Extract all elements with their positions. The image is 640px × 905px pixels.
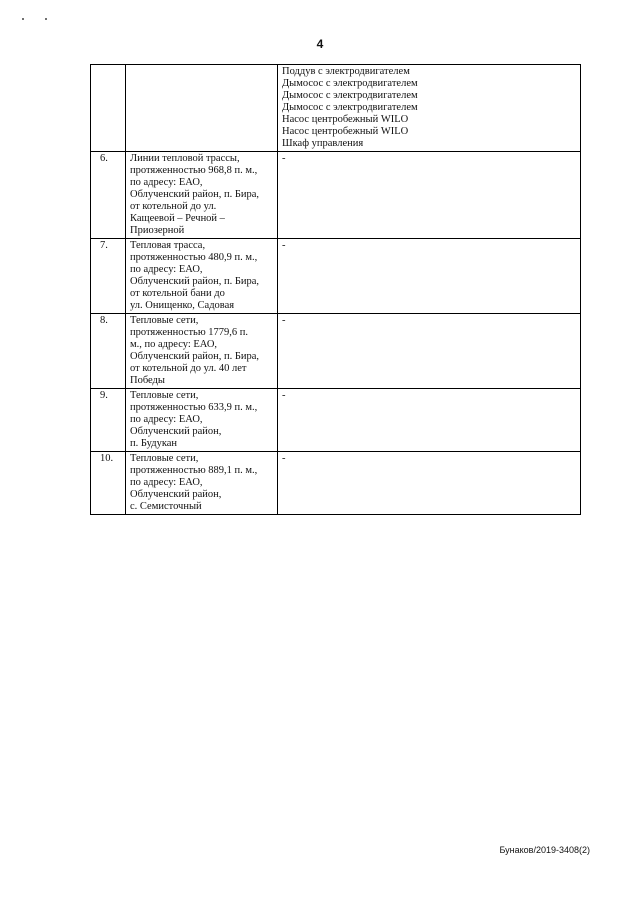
- equipment-cell: [278, 314, 581, 389]
- table-row: [91, 239, 581, 314]
- asset-name-line: протяженностью 968,8 п. м.,: [130, 165, 258, 176]
- asset-name-cell: [126, 314, 278, 389]
- table-row: [91, 314, 581, 389]
- asset-name-line: Облученский район, п. Бира,: [130, 189, 260, 200]
- asset-name-line: Облученский район, п. Бира,: [130, 351, 260, 362]
- asset-name-line: Приозерной: [130, 225, 185, 236]
- equipment-line: Насос центробежный WILO: [282, 114, 409, 125]
- asset-name-cell: [126, 65, 278, 152]
- equipment-cell: [278, 152, 581, 239]
- asset-name-line: протяженностью 1779,6 п.: [130, 327, 249, 338]
- row-number-cell: 8.: [91, 314, 126, 389]
- table-row: [91, 65, 581, 152]
- asset-name-line: Облученский район, п. Бира,: [130, 276, 260, 287]
- asset-name-line: Облученский район,: [130, 489, 222, 500]
- asset-name-cell: [126, 239, 278, 314]
- equipment-line: -: [282, 153, 286, 164]
- asset-name-line: Тепловые сети,: [130, 453, 199, 464]
- equipment-cell: [278, 452, 581, 515]
- asset-name-line: от котельной до ул. 40 лет: [130, 363, 247, 374]
- asset-name-line: по адресу: ЕАО,: [130, 477, 203, 488]
- document-registration-code: Бунаков/2019-3408(2): [499, 845, 590, 855]
- scan-speck: [22, 18, 24, 20]
- assets-table-body: [91, 65, 581, 515]
- row-number-cell: 9.: [91, 389, 126, 452]
- asset-name-line: от котельной бани до: [130, 288, 225, 299]
- scan-speck: [45, 18, 47, 20]
- equipment-line: Насос центробежный WILO: [282, 126, 409, 137]
- equipment-line: Шкаф управления: [282, 138, 364, 149]
- equipment-line: -: [282, 390, 286, 401]
- asset-name-line: Кащеевой – Речной –: [130, 213, 225, 224]
- asset-name-line: протяженностью 480,9 п. м.,: [130, 252, 258, 263]
- equipment-cell: [278, 389, 581, 452]
- asset-name-line: по адресу: ЕАО,: [130, 177, 203, 188]
- asset-name-line: Тепловые сети,: [130, 315, 199, 326]
- asset-name-line: Победы: [130, 375, 165, 386]
- equipment-cell: [278, 65, 581, 152]
- asset-name-line: ул. Онищенко, Садовая: [130, 300, 235, 311]
- asset-name-line: с. Семисточный: [130, 501, 202, 512]
- equipment-line: Дымосос с электродвигателем: [282, 78, 418, 89]
- equipment-line: -: [282, 240, 286, 251]
- asset-name-cell: [126, 452, 278, 515]
- asset-name-line: Тепловые сети,: [130, 390, 199, 401]
- asset-name-line: п. Будукан: [130, 438, 178, 449]
- table-row: [91, 389, 581, 452]
- row-number-cell: [91, 65, 126, 152]
- row-number-cell: 6.: [91, 152, 126, 239]
- row-number-cell: 7.: [91, 239, 126, 314]
- asset-name-line: Линии тепловой трассы,: [130, 153, 240, 164]
- equipment-cell: [278, 239, 581, 314]
- asset-name-cell: [126, 389, 278, 452]
- asset-name-line: протяженностью 633,9 п. м.,: [130, 402, 258, 413]
- equipment-line: Дымосос с электродвигателем: [282, 90, 418, 101]
- asset-name-line: Тепловая трасса,: [130, 240, 206, 251]
- asset-name-line: м., по адресу: ЕАО,: [130, 339, 218, 350]
- asset-name-cell: [126, 152, 278, 239]
- asset-name-line: протяженностью 889,1 п. м.,: [130, 465, 258, 476]
- asset-name-line: по адресу: ЕАО,: [130, 264, 203, 275]
- equipment-line: -: [282, 453, 286, 464]
- table-row: [91, 452, 581, 515]
- row-number-cell: 10.: [91, 452, 126, 515]
- equipment-line: Дымосос с электродвигателем: [282, 102, 418, 113]
- equipment-line: Поддув с электродвигателем: [282, 66, 410, 77]
- asset-name-line: от котельной до ул.: [130, 201, 217, 212]
- table-row: [91, 152, 581, 239]
- asset-name-line: Облученский район,: [130, 426, 222, 437]
- page-number: 4: [316, 37, 324, 51]
- assets-table: [90, 64, 581, 515]
- equipment-line: -: [282, 315, 286, 326]
- asset-name-line: по адресу: ЕАО,: [130, 414, 203, 425]
